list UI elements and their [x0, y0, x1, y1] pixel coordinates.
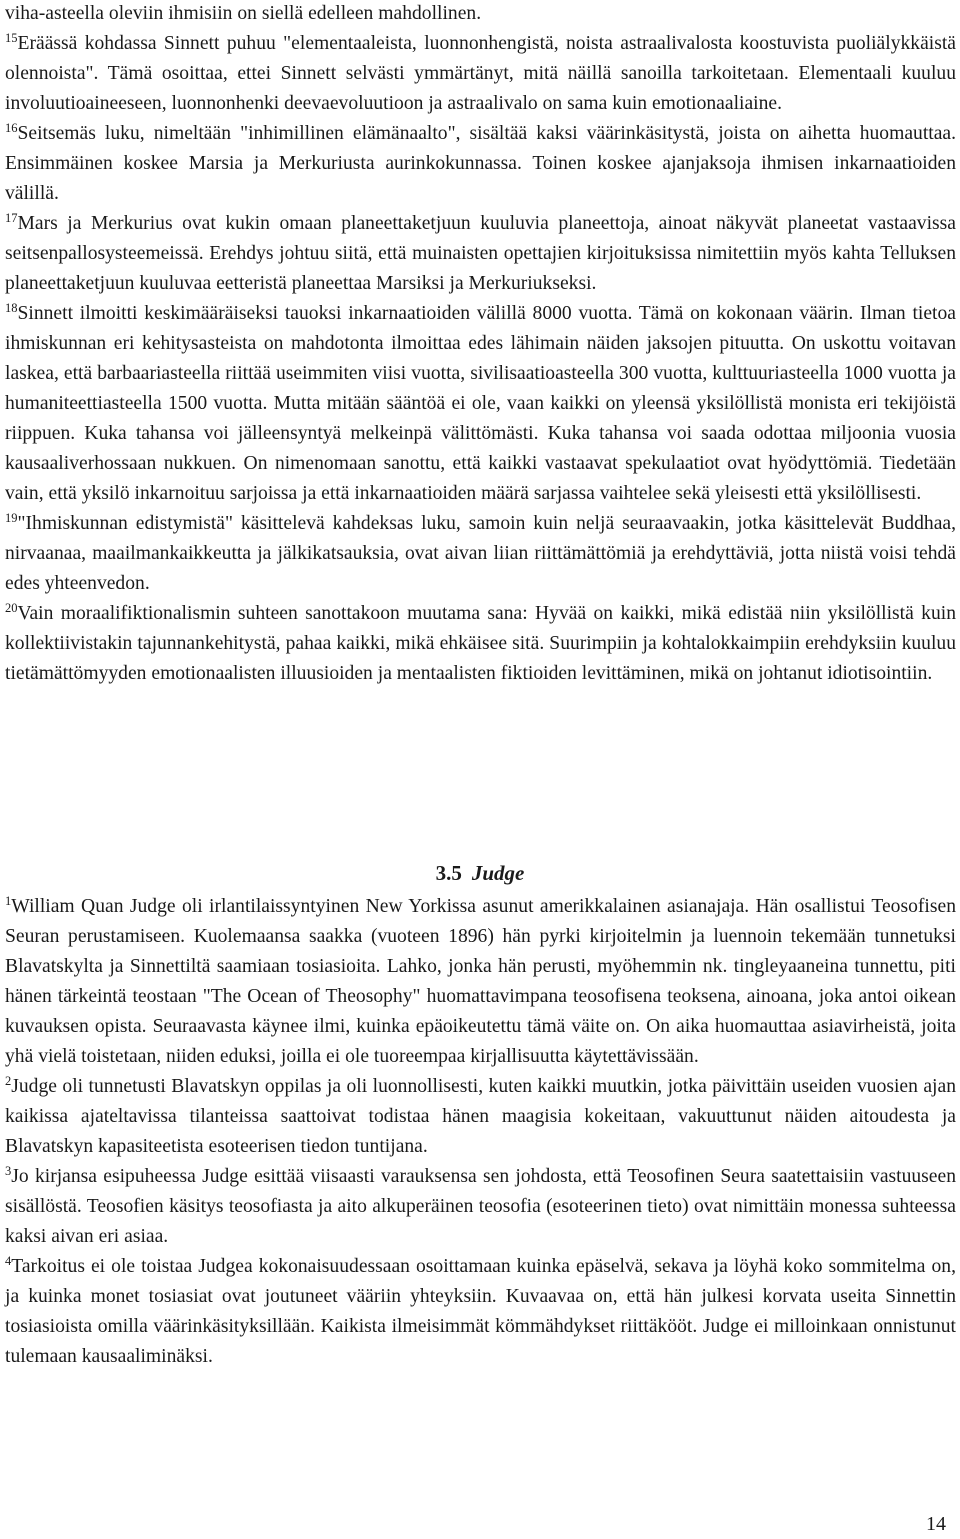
paragraph-text: Seitsemäs luku, nimeltään "inhimillinen elämänaalto", sisältää kaksi väärinkäsitystä, joista on aihetta huomauttaa. Ensimmäinen koskee Marsia ja Merkuriusta aurinkokunnassa. Toinen koskee ajanjaksoja ihmisen inkarnaatioiden välillä.	[5, 123, 956, 204]
page-number: 14	[926, 1513, 946, 1535]
paragraph-18	[5, 299, 956, 509]
paragraph-17	[5, 209, 956, 299]
section-title: Judge	[471, 861, 525, 885]
paragraph-number: 1	[5, 894, 12, 908]
section-text-block	[5, 892, 956, 1372]
paragraph-text: Judge oli tunnetusti Blavatskyn oppilas ja oli luonnollisesti, kuten kaikki muutkin, jotka päivittäin useiden vuosien ajan kaikissa ajateltavissa tilanteissa saattoivat todistaa hänen maagisia kokeitaan, vakuuttunut näiden aitoudesta ja Blavatskyn kapasiteetista esoteerisen tiedon tuntijana.	[5, 1076, 956, 1157]
paragraph-text: "Ihmiskunnan edistymistä" käsittelevä kahdeksas luku, samoin kuin neljä seuraavaakin, jotka käsittelevät Buddhaa, nirvaanaa, maailmankaikkeutta ja jälkikatsauksia, ovat aivan liian riittämättömiä ja erehdyttäviä, jotta niistä voisi tehdä edes yhteenvedon.	[5, 513, 956, 594]
paragraph-number: 17	[5, 211, 18, 225]
paragraph-text: Eräässä kohdassa Sinnett puhuu "elementaaleista, luonnonhengistä, noista astraalivalosta koostuvista puoliälykkäistä olennoista". Tämä osoittaa, ettei Sinnett selvästi ymmärtänyt, mitä näillä sanoilla tarkoitetaan. Elementaali kuuluu involuutioaineeseen, luonnonhenki deevaevoluutioon ja astraalivalo on sama kuin emotionaaliaine.	[5, 33, 956, 114]
paragraph-text: Tarkoitus ei ole toistaa Judgea kokonaisuudessaan osoittamaan kuinka epäselvä, sekava ja löyhä koko sommitelma on, ja kuinka monet tosiasiat ovat joutuneet vääriin yhteyksiin. Kuvaavaa on, että hän julkesi korvata useita Sinnettin tosiasioista omilla väärinkäsityksillään. Kaikista ilmeisimmät kömmähdykset riittäkööt. Judge ei milloinkaan onnistunut tulemaan kausaaliminäksi.	[5, 1256, 956, 1367]
paragraph-number: 19	[5, 511, 18, 525]
paragraph-2	[5, 1072, 956, 1162]
paragraph-3	[5, 1162, 956, 1252]
section-heading	[0, 858, 960, 888]
paragraph-19	[5, 509, 956, 599]
paragraph-continuation: viha-asteella oleviin ihmisiin on siellä edelleen mahdollinen.	[5, 3, 482, 24]
section-number: 3.5	[435, 861, 462, 885]
paragraph-text: Vain moraalifiktionalismin suhteen sanottakoon muutama sana: Hyvää on kaikki, mikä edistää niin yksilöllistä kuin kollektiivistakin tajunnankehitystä, pahaa kaikki, mikä ehkäisee sitä. Suurimpiin ja kohtalokkaimpiin erehdyksiin kuuluu tietämättömyyden emotionaalisten illuusioiden ja mentaalisten fiktioiden levittäminen, mikä on johtanut idiotisointiin.	[5, 603, 956, 684]
paragraph-number: 15	[5, 31, 18, 45]
paragraph-number: 20	[5, 601, 18, 615]
paragraph-number: 3	[5, 1164, 12, 1178]
paragraph-number: 18	[5, 301, 18, 315]
paragraph-4	[5, 1252, 956, 1372]
paragraph-20	[5, 599, 956, 689]
paragraph-number: 16	[5, 121, 18, 135]
paragraph-text: William Quan Judge oli irlantilaissyntyinen New Yorkissa asunut amerikkalainen asianajaja. Hän osallistui Teosofisen Seuran perustamiseen. Kuolemaansa saakka (vuoteen 1896) hän pyrki kirjoitelmin ja luennoin tekemään tunnetuksi Blavatskylta ja Sinnettiltä saamiaan tosiasioita. Lahko, jonka hän perusti, myöhemmin nk. tingleyaaneina tunnettu, piti hänen tärkeintä teostaan "The Ocean of Theosophy" huomattavimpana teosofisena teoksena, ainoana, joka antoi oikean kuvauksen opista. Seuraavasta käynee ilmi, kuinka epäoikeutettu tämä väite on. On aika huomauttaa asiavirheistä, joita yhä vielä toistetaan, niiden eduksi, joilla ei ole tuoreempaa kirjallisuutta käytettävissään.	[5, 896, 956, 1067]
paragraph-text: Jo kirjansa esipuheessa Judge esittää viisaasti varauksensa sen johdosta, että Teosofinen Seura saatettaisiin vastuuseen sisällöstä. Teosofien käsitys teosofiasta ja aito alkuperäinen teosofia (esoteerinen tieto) ovat nimittäin monessa suhteessa kaksi aivan eri asiaa.	[5, 1166, 956, 1247]
paragraph-16	[5, 119, 956, 209]
paragraph-number: 4	[5, 1254, 12, 1268]
paragraph-number: 2	[5, 1074, 12, 1088]
paragraph-1	[5, 892, 956, 1072]
paragraph-text: Mars ja Merkurius ovat kukin omaan planeettaketjuun kuuluvia planeettoja, ainoat näkyvät planeetat vastaavissa seitsenpallosysteemeissä. Erehdys johtuu siitä, että muinaisten opettajien kirjoituksissa nimitettiin myös kahta Telluksen planeettaketjuun kuuluvaa eetteristä planeettaa Marsiksi ja Merkuriukseksi.	[5, 213, 956, 294]
paragraph-text: Sinnett ilmoitti keskimääräiseksi tauoksi inkarnaatioiden välillä 8000 vuotta. Tämä on kokonaan väärin. Ilman tietoa ihmiskunnan eri kehitysasteista on mahdotonta ilmoittaa edes lähimain näiden jaksojen pituutta. On uskottu voitavan laskea, että barbaariasteella riittää useimmiten viisi vuotta, sivilisaatioasteella 300 vuotta, kulttuuriasteella 1000 vuotta ja humaniteettiasteella 1500 vuotta. Mutta mitään sääntöä ei ole, vaan kaikki on yleensä yksilöllistä monista eri tekijöistä riippuen. Kuka tahansa voi jälleensyntyä melkeinpä välittömästi. Kuka tahansa voi saada odottaa miljoonia vuosia kausaaliverhossaan nukkuen. On nimenomaan sanottu, että kaikki vastaavat spekulaatiot ovat hyödyttömiä. Tiedetään vain, että yksilö inkarnoituu sarjoissa ja että inkarnaatioiden määrä sarjassa vaihtelee sekä yleisesti että yksilöllisesti.	[5, 303, 956, 504]
top-text-block	[5, 0, 956, 689]
paragraph-15	[5, 29, 956, 119]
